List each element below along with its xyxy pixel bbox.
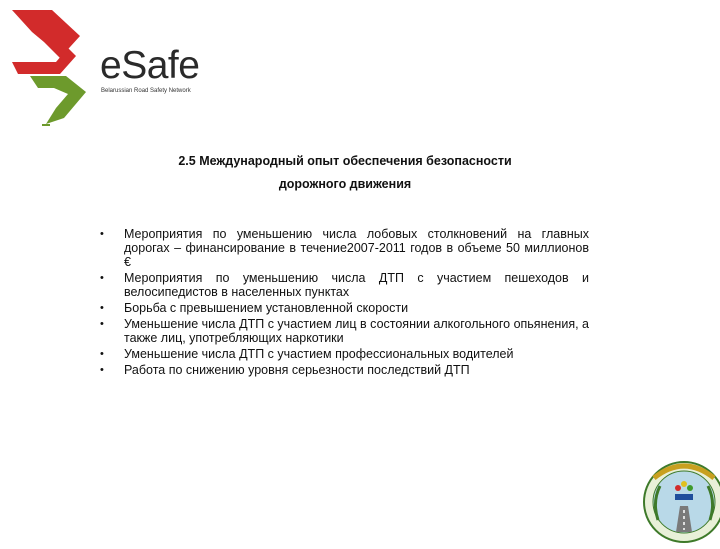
measures-list [97, 227, 589, 379]
bullet-icon: • [100, 228, 104, 240]
esafe-b-mark-icon [8, 8, 100, 128]
list-item: • Уменьшение числа ДТП с участием лиц в состоянии алкогольного опьянения, а также лиц, употребляющих наркотики [100, 317, 589, 345]
list-item: • Мероприятия по уменьшению числа ДТП с участием пешеходов и велосипедистов в населенных пунктах [100, 271, 589, 299]
list-item: • Мероприятия по уменьшению числа лобовых столкновений на главных дорогах – финансирование в течение2007-2011 годов в объеме 50 миллионов € [100, 227, 589, 269]
road-safety-emblem-icon [642, 458, 720, 544]
list-item: • Уменьшение числа ДТП с участием профессиональных водителей [100, 347, 514, 361]
slide-title [150, 150, 540, 196]
bullet-icon: • [100, 272, 104, 284]
title-line-1: 2.5 Международный опыт обеспечения безопасности [178, 154, 512, 168]
title-line-2: дорожного движения [278, 177, 412, 191]
bullet-icon: • [100, 348, 104, 360]
logo-tagline: Belarussian Road Safety Network [101, 88, 191, 94]
esafe-logo [8, 8, 218, 128]
logo-wordmark: eSafe [100, 44, 200, 87]
bullet-icon: • [100, 364, 104, 376]
list-item: • Работа по снижению уровня серьезности последствий ДТП [100, 363, 470, 377]
bullet-icon: • [100, 318, 104, 330]
list-item: • Борьба с превышением установленной скорости [100, 301, 409, 315]
bullet-icon: • [100, 302, 104, 314]
